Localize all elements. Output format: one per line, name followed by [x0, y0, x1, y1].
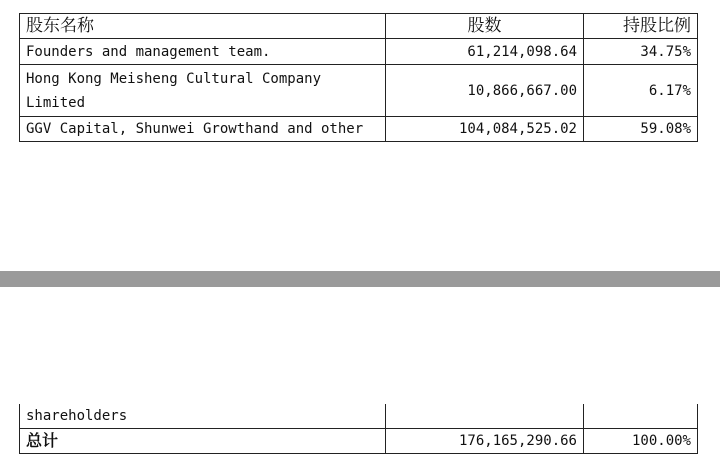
- table-header-row: [20, 14, 698, 39]
- shareholder-table-continued: [19, 404, 698, 454]
- header-shareholder-name: 股东名称: [20, 14, 386, 39]
- shareholder-table: [19, 13, 698, 142]
- table-row: [20, 65, 698, 117]
- row-name: Founders and management team.: [20, 39, 386, 65]
- row-ratio: 59.08%: [584, 117, 698, 142]
- total-label: 总计: [20, 429, 386, 454]
- total-shares: 176,165,290.66: [386, 429, 584, 454]
- table-row: [20, 39, 698, 65]
- row-ratio: [584, 404, 698, 429]
- row-ratio: 6.17%: [584, 65, 698, 117]
- row-name: GGV Capital, Shunwei Growthand and other: [20, 117, 386, 142]
- header-ownership-ratio: 持股比例: [584, 14, 698, 39]
- page-break-divider: [0, 271, 720, 287]
- row-ratio: 34.75%: [584, 39, 698, 65]
- row-shares: 10,866,667.00: [386, 65, 584, 117]
- table-total-row: [20, 429, 698, 454]
- table-row: [20, 117, 698, 142]
- row-shares: 61,214,098.64: [386, 39, 584, 65]
- total-ratio: 100.00%: [584, 429, 698, 454]
- row-name: shareholders: [20, 404, 386, 429]
- row-name: Hong Kong Meisheng Cultural Company Limited: [20, 65, 386, 117]
- row-shares: [386, 404, 584, 429]
- header-shares: 股数: [386, 14, 584, 39]
- row-shares: 104,084,525.02: [386, 117, 584, 142]
- table-row-continuation: [20, 404, 698, 429]
